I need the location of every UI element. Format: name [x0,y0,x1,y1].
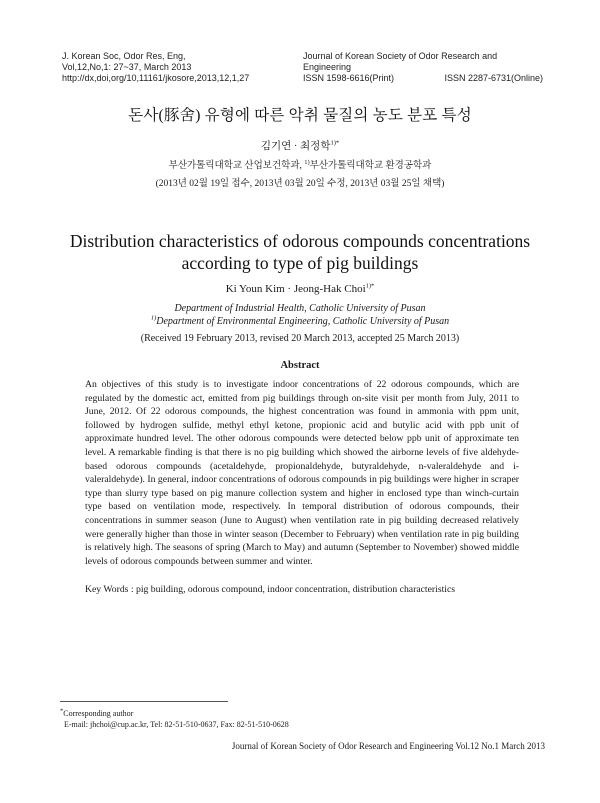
korean-affil-sup: 1) [304,158,310,166]
doi-link[interactable]: http://dx,doi,org/10,11161/jkosore,2013,12,1,27 [62,73,250,83]
english-dates: (Received 19 February 2013, revised 20 March 2013, accepted 25 March 2013) [140,333,460,344]
journal-name: Journal of Korean Society of Odor Research and Engineering [303,51,498,72]
english-affil-2: Department of Environmental Engineering, Catholic University of Pusan [156,316,450,327]
english-affil-2-line [60,315,540,328]
issn-print: ISSN 1598-6616(Print) [303,73,395,83]
journal-citation-header [62,51,249,84]
citation-volume-line: Vol,12,No,1: 27~37, March 2013 [62,62,192,72]
keywords: Key Words : pig building, odorous compound, indoor concentration, distribution characteristics [85,584,456,595]
footnote-corresponding-label: Corresponding author [63,709,134,718]
abstract-text: An objectives of this study is to investigate indoor concentrations of 22 odorous compounds, which are regulated by the domestic act, emitted from pig buildings through on-site visit per month from July, 2011 to June, 2012. Of 22 odorous compounds, the highest concentration was found in ammonia with ppm unit, followed by hydrogen sulfide, methyl ethyl ketone, propionic acid and butylic acid with ppb unit of approximate hundred level. The other odorous compounds were detected below ppb unit of approximate ten level. A remarkable finding is that there is no pig building which showed the airborne levels of five aldehyde-based odorous compounds (acetaldehyde, propionaldehyde, butyraldehyde, n-valeraldehyde and i-valeraldehyde). In general, indoor concentrations of odorous compounds in pig buildings were higher in scraper type than slurry type based on pig manure collection system and higher in enclosed type than winch-curtain type based on ventilation mode, respectively. In temporal distribution of odorous compounds, their concentrations in summer season (June to August) when ventilation rate in pig building decreased relatively were generally higher than those in winter season (December to February) when ventilation rate in pig building is relatively high. The seasons of spring (March to May) and autumn (September to November) showed middle levels of odorous compounds between summer and winter. [85,379,519,567]
korean-author-sup: 1)* [330,139,340,147]
korean-affil-main: 부산가톨릭대학교 산업보건학과, [168,161,305,171]
english-authors [60,283,540,295]
korean-authors [60,138,540,153]
footnote-title-line [60,708,289,719]
footnote-contact: E-mail: jhchoi@cup.ac.kr, Tel: 82-51-510-0637, Fax: 82-51-510-0628 [64,720,289,729]
english-title-line2: according to type of pig buildings [181,253,419,273]
english-author-names: Ki Youn Kim · Jeong-Hak Choi [225,283,366,295]
korean-author-names: 김기연 · 최정학 [260,141,331,152]
korean-title: 돈사(豚舍) 유형에 따른 악취 물질의 농도 분포 특성 [128,107,472,124]
issn-online: ISSN 2287-6731(Online) [444,73,543,83]
english-affil-2-sup: 1) [150,314,157,322]
footnote-mark: * [60,707,64,715]
corresponding-author-footnote [60,708,289,730]
abstract-heading: Abstract [280,360,320,371]
korean-affil-second: 부산가톨릭대학교 환경공학과 [309,161,432,171]
korean-affiliations [60,157,540,171]
english-title-line1: Distribution characteristics of odorous compounds concentrations [69,231,531,251]
journal-issn-header [303,51,543,84]
footnote-divider [60,701,228,702]
english-author-sup: 1)* [365,282,375,290]
english-title [60,230,540,274]
korean-dates: (2013년 02월 19일 접수, 2013년 03월 20일 수정, 2013년 03월 25일 채택) [155,179,445,189]
english-affiliations [60,302,540,328]
citation-line: J. Korean Soc, Odor Res, Eng, [62,51,186,61]
page-footer-journal: Journal of Korean Society of Odor Research and Engineering Vol.12 No.1 March 2013 [231,741,545,751]
english-affil-1: Department of Industrial Health, Catholic University of Pusan [174,303,426,314]
